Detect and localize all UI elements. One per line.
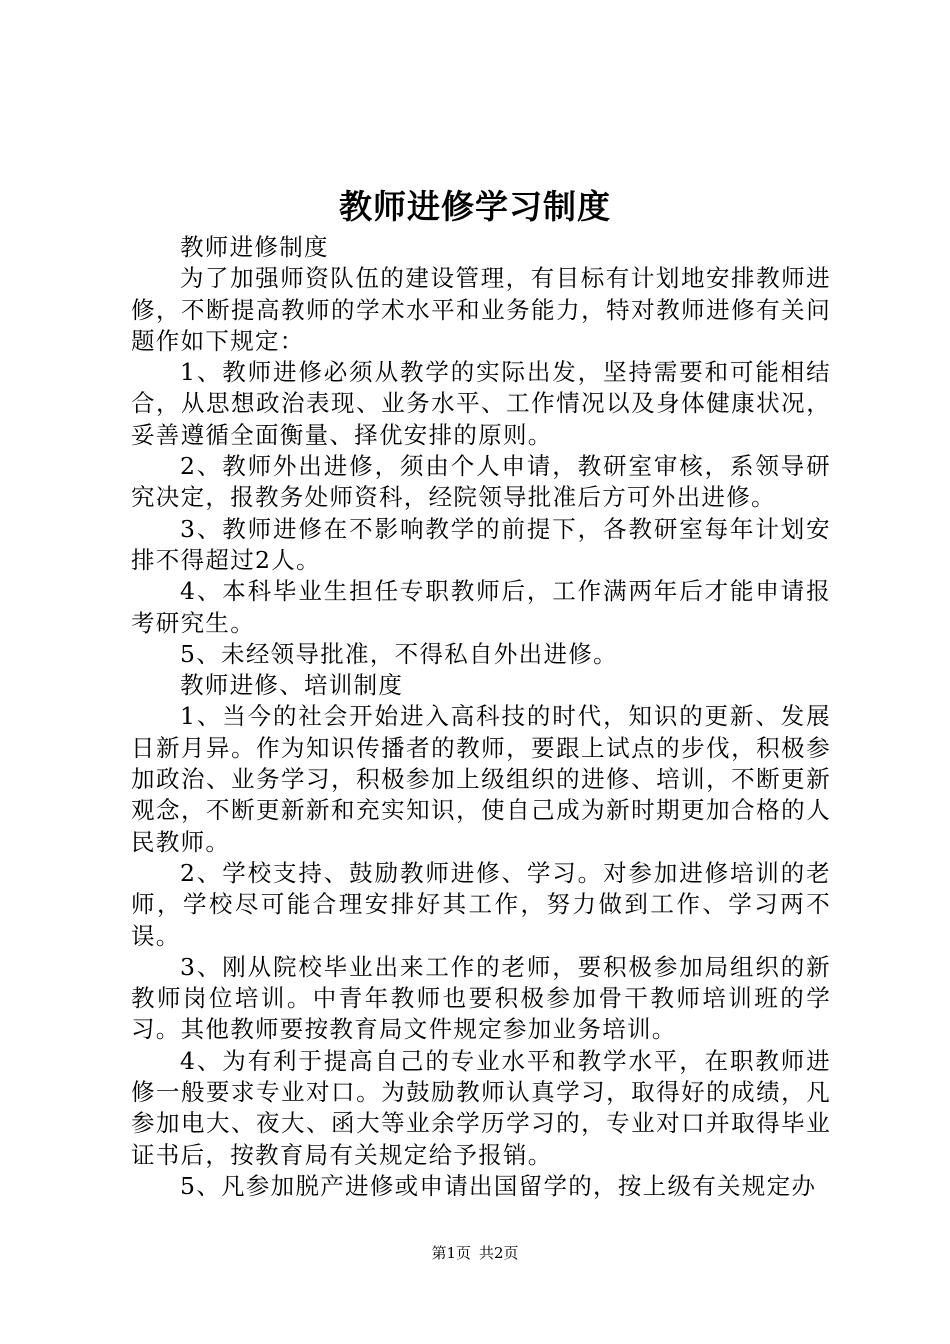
page-total: 共2页 <box>479 1244 519 1262</box>
paragraph: 4、本科毕业生担任专职教师后，工作满两年后才能申请报考研究生。 <box>131 577 831 637</box>
paragraph: 5、未经领导批准，不得私自外出进修。 <box>180 639 618 668</box>
paragraph: 3、刚从院校毕业出来工作的老师，要积极参加局组织的新教师岗位培训。中青年教师也要积极参加骨干教师培训班的学习。其他教师要按教育局文件规定参加业务培训。 <box>131 952 831 1044</box>
paragraph: 1、教师进修必须从教学的实际出发，坚持需要和可能相结合，从思想政治表现、业务水平、工作情况以及身体健康状况，妥善遵循全面衡量、择优安排的原则。 <box>131 358 831 449</box>
document-title: 教师进修学习制度 <box>339 187 611 226</box>
paragraph: 2、教师外出进修，须由个人申请，教研室审核，系领导研究决定，报教务处师资科，经院领导批准后方可外出进修。 <box>131 452 831 512</box>
paragraph: 3、教师进修在不影响教学的前提下，各教研室每年计划安排不得超过2人。 <box>131 514 831 574</box>
paragraph: 1、当今的社会开始进入高科技的时代，知识的更新、发展日新月异。作为知识传播者的教师，要跟上试点的步伐，积极参加政治、业务学习，积极参加上级组织的进修、培训，不断更新观念，不断更新新和充实知识，使自己成为新时期更加合格的人民教师。 <box>131 702 831 856</box>
page-number: 第1页 <box>431 1244 471 1262</box>
paragraph: 为了加强师资队伍的建设管理，有目标有计划地安排教师进修，不断提高教师的学术水平和业务能力，特对教师进修有关问题作如下规定： <box>131 264 831 355</box>
page-footer <box>0 1242 950 1264</box>
document-body <box>131 232 831 1202</box>
section-heading: 教师进修制度 <box>180 233 329 261</box>
paragraph: 4、为有利于提高自己的专业水平和教学水平，在职教师进修一般要求专业对口。为鼓励教师认真学习，取得好的成绩，凡参加电大、夜大、函大等业余学历学习的，专业对口并取得毕业证书后，按教育局有关规定给予报销。 <box>131 1046 831 1169</box>
paragraph: 2、学校支持、鼓励教师进修、学习。对参加进修培训的老师，学校尽可能合理安排好其工作，努力做到工作、学习两不误。 <box>131 858 831 950</box>
section-heading: 教师进修、培训制度 <box>180 671 404 700</box>
paragraph: 5、凡参加脱产进修或申请出国留学的，按上级有关规定办 <box>180 1171 817 1200</box>
